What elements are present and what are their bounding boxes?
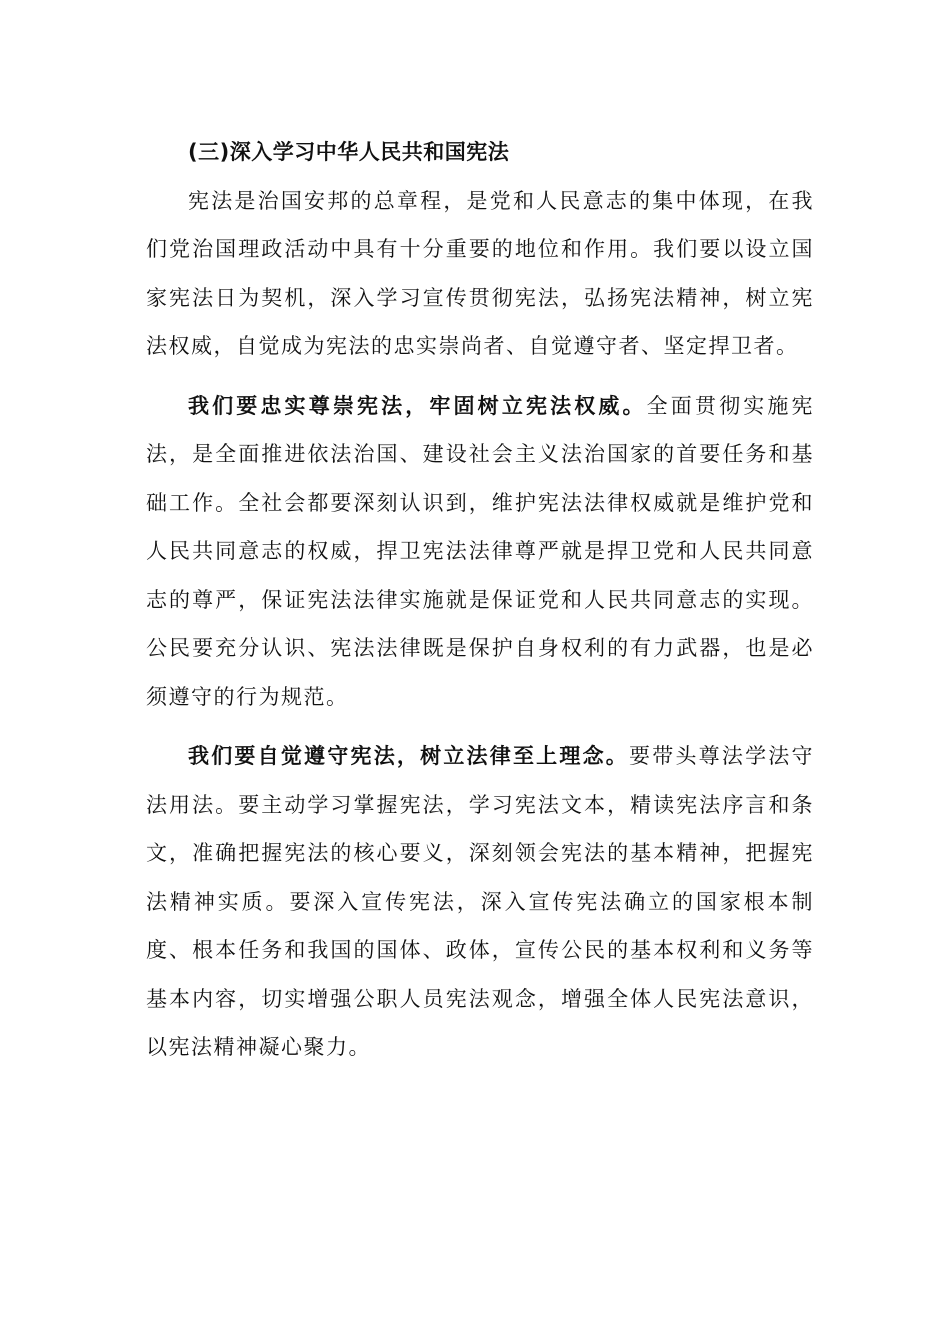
paragraph-text: 宪法是治国安邦的总章程，是党和人民意志的集中体现，在我们党治国理政活动中具有十分重要的地位和作用。我们要以设立国家宪法日为契机，深入学习宣传贯彻宪法，弘扬宪法精神，树立宪法权威，自觉成为宪法的忠实崇尚者、自觉遵守者、坚定捍卫者。 (146, 188, 814, 358)
paragraph-lead-bold: 我们要忠实尊崇宪法，牢固树立宪法权威。 (188, 393, 647, 418)
document-body (146, 128, 814, 1072)
paragraph-text: 全面贯彻实施宪法，是全面推进依法治国、建设社会主义法治国家的首要任务和基础工作。全社会都要深刻认识到，维护宪法法律权威就是维护党和人民共同意志的权威，捍卫宪法法律尊严就是捍卫党和人民共同意志的尊严，保证宪法法律实施就是保证党和人民共同意志的实现。公民要充分认识、宪法法律既是保护自身权利的有力武器，也是必须遵守的行为规范。 (146, 393, 815, 709)
paragraph-constitution-intro (146, 177, 814, 371)
paragraph-text: 要带头尊法学法守法用法。要主动学习掌握宪法，学习宪法文本，精读宪法序言和条文，准确把握宪法的核心要义，深刻领会宪法的基本精神，把握宪法精神实质。要深入宣传宪法，深入宣传宪法确立的国家根本制度、根本任务和我国的国体、政体，宣传公民的基本权利和义务等基本内容，切实增强公职人员宪法观念，增强全体人民宪法意识，以宪法精神凝心聚力。 (146, 744, 815, 1059)
paragraph-respect-constitution (146, 382, 814, 722)
section-heading: (三)深入学习中华人民共和国宪法 (188, 140, 510, 164)
paragraph-abide-constitution (146, 732, 814, 1072)
paragraph-lead-bold: 我们要自觉遵守宪法，树立法律至上理念。 (188, 744, 630, 768)
